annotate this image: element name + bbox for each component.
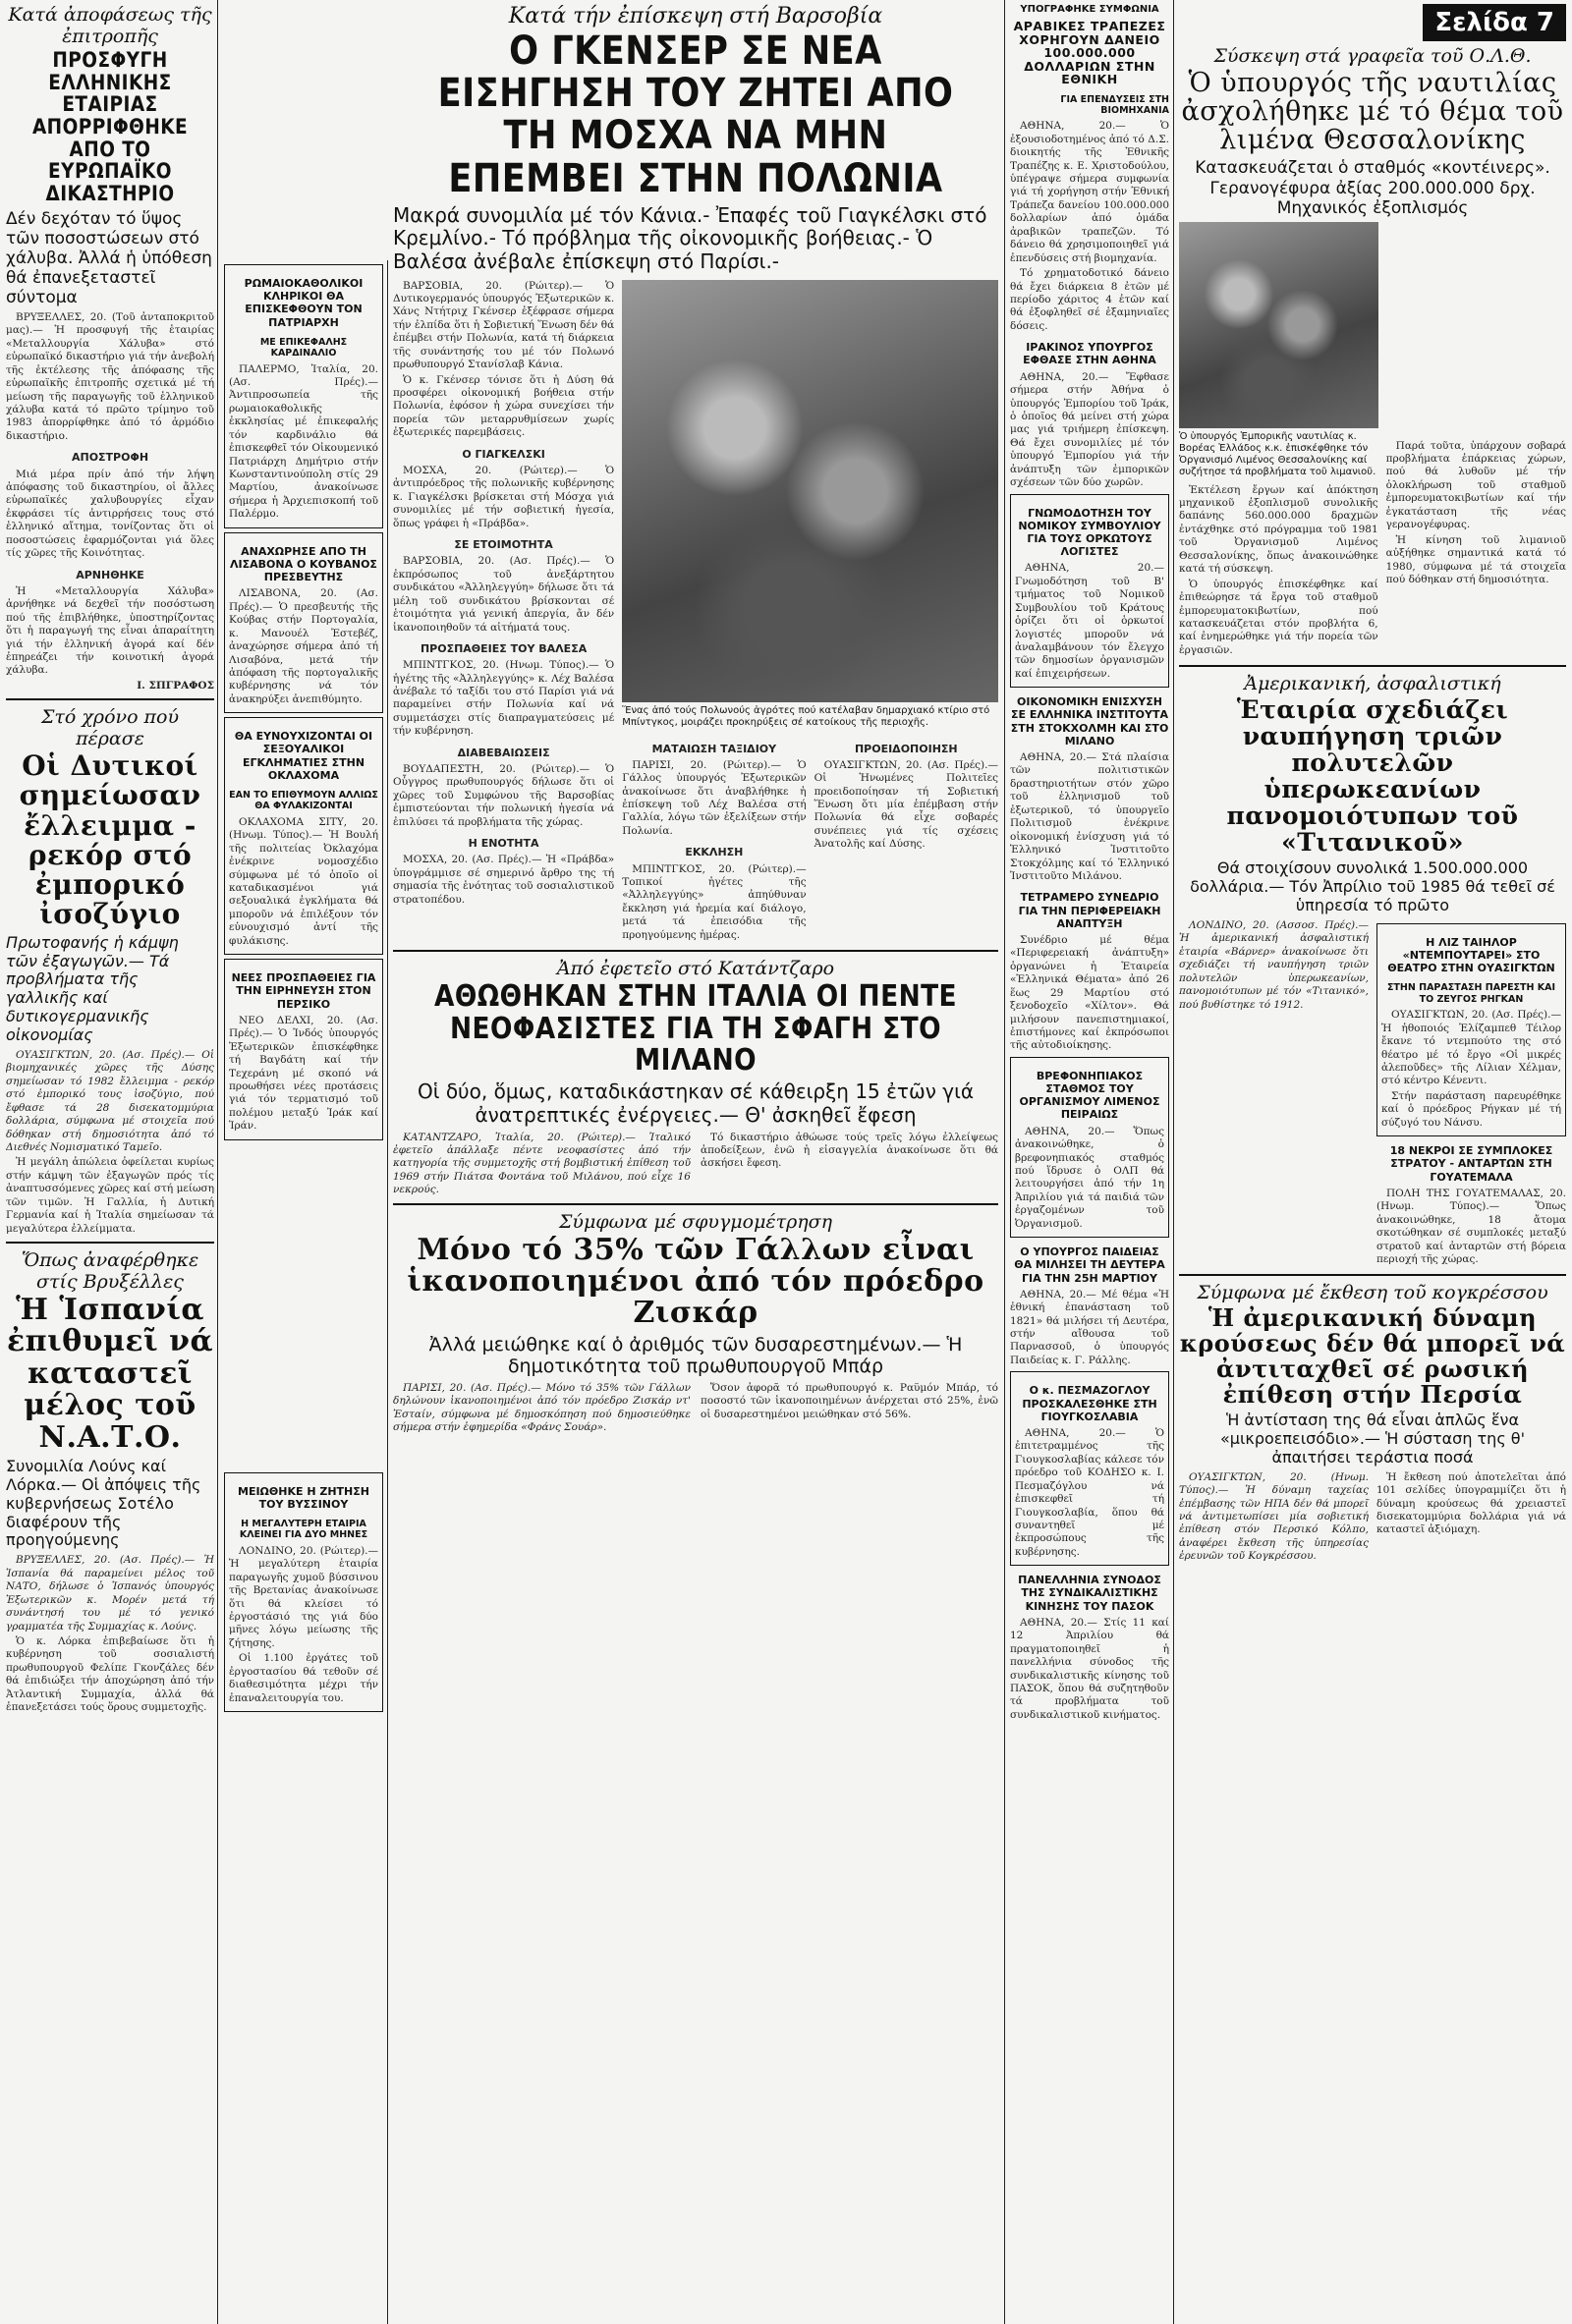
article-body [6,311,214,692]
subheading: Ο ΓΙΑΓΚΕΛΣΚΙ [462,447,545,461]
kicker: Σύσκεψη στά γραφεῖα τοῦ Ο.Λ.Θ. [1213,45,1532,67]
paragraph: ΚΑΤΑΝΤΖΑΡΟ, Ἰταλία, 20. (Ρώιτερ).— Ἰταλικό ἐφετεῖο ἀπάλλαξε πέντε νεοφασίστες ἀπό τήν κατηγορία τῆς συμμετοχῆς στή βομβιστική ἐπίθεση τοῦ 1969 στήν Πιάτσα Φοντάνα τοῦ Μιλάνου, πού εἶχε 16 νεκρούς. [393,1131,691,1196]
headline: Μόνο τό 35% τῶν Γάλλων εἶναι ἱκανοποιημένοι ἀπό τόν πρόεδρο Ζισκάρ [407,1232,984,1331]
paragraph: Τό δικαστήριο ἀθώωσε τούς τρεῖς λόγω ἐλλείψεως ἀποδείξεων, ἐνῶ ἡ εἰσαγγελία ἀνακοίνωσε ὅτι θά ἀσκήσει ἔφεση. [701,1131,998,1170]
article-body [393,1132,998,1197]
subheading: ΔΙΑΒΕΒΑΙΩΣΕΙΣ [457,746,550,759]
subheading: ΒΡΕΦΟΝΗΠΙΑΚΟΣ ΣΤΑΘΜΟΣ ΤΟΥ ΟΡΓΑΝΙΣΜΟΥ ΛΙΜΕΝΟΣ ΠΕΙΡΑΙΩΣ [1019,1069,1160,1122]
page-number: Σελίδα 7 [1423,4,1566,41]
deck: Ἡ ἀντίσταση της θά εἶναι ἁπλῶς ἕνα «μικροεπεισόδιο».— Ἡ σύσταση της θ' ἀπαιτήσει τεράστια ποσά [1220,1411,1525,1466]
paragraph: Ὁ κ. Γκένσερ τόνισε ὅτι ἡ Δύση θά προσφέρει οἰκονομική βοήθεια στήν Πολωνία, ἐφόσον ἡ χώρα συνεχίσει τήν πορεία τῶν μεταρρυθμίσεων χωρίς ἐξωτερικές παρεμβάσεις. [393,373,615,439]
article-body [1010,120,1169,333]
paragraph: Τό χρηματοδοτικό δάνειο θά ἔχει διάρκεια 8 ἐτῶν μέ περίοδο χάριτος 4 ἐτῶν καί θά ἐξοφληθεῖ σέ ἑξαμηνιαῖες δόσεις. [1010,267,1169,332]
deck: Μακρά συνομιλία μέ τόν Κάνια.- Ἐπαφές τοῦ Γιαγκέλσκι στό Κρεμλίνο.- Τό πρόβλημα τῆς οἰκονομικῆς βοήθειας.- Ὁ Βαλέσα ἀνέβαλε ἐπίσκεψη στό Παρίσι.- [393,202,987,273]
column-2 [224,260,383,2324]
paragraph: Ὁ ὑπουργός ἐπισκέφθηκε καί ἐπιθεώρησε τά ἔργα τοῦ σταθμοῦ ἐμπορευματοκιβωτίων, πού κατασκευάζεται στόν προβλήτα 6, καί ἐνημερώθηκε γιά τήν πορεία τῶν ἐργασιῶν. [1179,578,1378,656]
deck: Πρωτοφανής ἡ κάμψη τῶν ἐξαγωγῶν.— Τά προβλήματα τῆς γαλλικῆς καί δυτικογερμανικῆς οἰκονομίας [6,932,179,1045]
paragraph: ΑΘΗΝΑ, 20.— Ὅπως ἀνακοινώθηκε, ὁ βρεφονηπιακός σταθμός πού ἵδρυσε ὁ ΟΛΠ θά λειτουργήσει ἀπό τήν 1η Ἀπριλίου γιά τά παιδιά τῶν ἐργαζομένων τοῦ Ὀργανισμοῦ. [1015,1125,1164,1230]
paragraph: ΛΟΝΔΙΝΟ, 20. (Ρώιτερ).— Ἡ μεγαλύτερη ἑταιρία παραγωγῆς χυμοῦ βύσσινου τῆς Βρετανίας ἀνακοίνωσε ὅτι θά κλείσει τό ἐργοστάσιό της γιά δύο μῆνες λόγω μείωσης τῆς ζήτησης. [229,1544,378,1649]
news-box [224,264,383,528]
paragraph: ΑΘΗΝΑ, 20.— Στά πλαίσια τῶν πολιτιστικῶν δραστηριοτήτων στόν χῶρο τοῦ ἑλληνισμοῦ τοῦ ἐξωτερικοῦ, τό ὑπουργεῖο Πολιτισμοῦ ἐνέκρινε οἰκονομική ἐνίσχυση γιά τό Ἑλληνικό Ἰνστιτοῦτο Στοκχόλμης καί τό Ἑλληνικό Ἰνστιτοῦτο Μιλάνου. [1010,751,1169,882]
kicker: Σύμφωνα μέ ἔκθεση τοῦ κογκρέσσου [1197,1282,1548,1304]
news-photo [1179,222,1378,428]
subheading: ΣΤΗΝ ΠΑΡΑΣΤΑΣΗ ΠΑΡΕΣΤΗ ΚΑΙ ΤΟ ΖΕΥΓΟΣ ΡΗΓΚΑΝ [1386,982,1556,1005]
subheading: ΥΠΟΓΡΑΦΗΚΕ ΣΥΜΦΩΝΙΑ [1020,4,1159,15]
news-box [1010,494,1169,689]
kicker: Σύμφωνα μέ σφυγμομέτρηση [558,1210,833,1233]
paragraph: ΑΘΗΝΑ, 20.— Ἔφθασε σήμερα στήν Ἀθήνα ὁ ὑπουργός Ἐμπορίου τοῦ Ἰράκ, ὁ ὁποῖος θά μείνει στή χώρα μας γιά τριήμερη ἐπίσκεψη. Θά ἔχει συνομιλίες μέ τόν ὑπουργό Ἐμπορίου γιά τήν ἀνάπτυξη τῶν ἐμπορικῶν σχέσεων τῶν δύο χωρῶν. [1010,370,1169,489]
subheading: ΑΠΟΣΤΡΟΦΗ [71,451,149,465]
subheading: Η ΛΙΖ ΤΑΙΗΛΟΡ «ΝΤΕΜΠΟΥΤΑΡΕΙ» ΣΤΟ ΘΕΑΤΡΟ ΣΤΗΝ ΟΥΑΣΙΓΚΤΩΝ [1387,935,1555,975]
subheading: ΑΡΝΗΘΗΚΕ [76,568,144,581]
paragraph: ΟΚΛΑΧΟΜΑ ΣΙΤΥ, 20. (Ηνωμ. Τύπος).— Ἡ Βουλή τῆς πολιτείας Ὀκλαχόμα ἐνέκρινε νομοσχέδιο σύμφωνα μέ τό ὁποῖο οἱ καταδικασμένοι γιά σεξουαλικά ἐγκλήματα θά μποροῦν νά ἐπιλέξουν τόν εὐνουχισμό ἀντί τῆς φυλάκισης. [229,815,378,947]
paragraph: ΜΠΙΝΤΓΚΟΣ, 20. (Ρώιτερ).— Τοπικοί ἡγέτες τῆς «Ἀλληλεγγύης» ἀπηύθυναν ἔκκληση γιά ἠρεμία καί διάλογο, μετά τά ἐπεισόδια τῆς προηγούμενης ἡμέρας. [622,862,807,941]
subheading: ΓΝΩΜΟΔΟΤΗΣΗ ΤΟΥ ΝΟΜΙΚΟΥ ΣΥΜΒΟΥΛΙΟΥ ΓΙΑ ΤΟΥΣ ΟΡΚΩΤΟΥΣ ΛΟΓΙΣΤΕΣ [1018,506,1161,559]
column-1 [6,0,214,2324]
headline: Ἑταιρία σχεδιάζει ναυπήγηση τριῶν πολυτελῶν ὑπερωκεανίων πανομοιότυπων τοῦ «Τιτανικοῦ» [1226,695,1519,858]
deck: Δέν δεχόταν τό ὕψος τῶν ποσοστώσεων στό χάλυβα. Ἀλλά ἡ ὑπόθεση θά ἐπανεξεταστεῖ σύντομα [6,208,212,307]
article-body [6,1554,214,1714]
headline: Ἡ Ἱσπανία ἐπιθυμεῖ νά καταστεῖ μέλος τοῦ Ν.Α.Τ.Ο. [6,1293,214,1455]
subheading: Ο κ. ΠΕΣΜΑΖΟΓΛΟΥ ΠΡΟΣΚΑΛΕΣΘΗΚΕ ΣΤΗ ΓΙΟΥΓΚΟΣΛΑΒΙΑ [1022,1384,1157,1423]
paragraph: Μιά μέρα πρίν ἀπό τήν λήψη ἀπόφασης τοῦ δικαστηρίου, οἱ ἄλλες εὐρωπαϊκές χαλυβουργίες εἶχαν ἐκφράσει τίς ἀντιρρήσεις τους στό ἑλληνικό αἴτημα, τονίζοντας ὅτι οἱ ποσοστώσεις ἐφαρμόζονται γιά ὅλες τίς χῶρες τῆς Κοινότητας. [6,468,214,560]
paragraph: ΠΑΡΙΣΙ, 20. (Ασ. Πρές).— Μόνο τό 35% τῶν Γάλλων δηλώνουν ἱκανοποιημένοι ἀπό τόν πρόεδρο Ζισκάρ ντ' Ἐσταίν, σύμφωνα μέ δημοσκόπηση πού δημοσιεύθηκε σήμερα στήν ἐφημερίδα «Φράνς Σουάρ». [393,1381,691,1433]
paragraph: ΠΑΛΕΡΜΟ, Ἰταλία, 20. (Ασ. Πρές).— Ἀντιπροσωπεία τῆς ρωμαιοκαθολικῆς ἐκκλησίας μέ ἐπικεφαλής τόν καρδινάλιο θά ἐπισκεφθεῖ τόν Οἰκουμενικό Πατριάρχη Δημήτριο στήν Κωνσταντινούπολη στίς 29 Μαρτίου, ἀνακοίνωσε σήμερα ἡ Ἀρχιεπισκοπή τοῦ Παλέρμο. [229,362,378,521]
paragraph: ΜΟΣΧΑ, 20. (Ασ. Πρές).— Ἡ «Πράβδα» ὑπογράμμισε σέ σημερινό ἄρθρο της τή σημασία τῆς ἑνότητας τοῦ σοσιαλιστικοῦ στρατοπέδου. [393,854,615,906]
kicker: Ἀπό ἐφετεῖο στό Κατάντζαρο [556,958,835,980]
news-box [1010,1057,1169,1238]
subheading: ΜΕΙΩΘΗΚΕ Η ΖΗΤΗΣΗ ΤΟΥ ΒΥΣΣΙΝΟΥ [238,1484,369,1511]
paragraph: ΜΟΣΧΑ, 20. (Ρώιτερ).— Ὁ ἀντιπρόεδρος τῆς πολωνικῆς κυβέρνησης κ. Γιαγκέλσκι βρίσκεται στή Μόσχα γιά συνομιλίες μέ τήν σοβιετική ἡγεσία, ὅπως γράφει ἡ «Πράβδα». [393,464,615,529]
paragraph: Ἡ «Μεταλλουργία Χάλυβα» ἀρνήθηκε νά δεχθεῖ τήν ποσόστωση πού τῆς ἐπιβλήθηκε, ὑποστηρίζοντας ὅτι ἡ παραγωγή της εἶναι ἀπαραίτητη γιά τήν ἑλληνική ἀγορά καί δέν ἐπηρεάζει τήν κοινοτική ἀγορά χάλυβα. [6,584,214,677]
headline: Οἱ Δυτικοί σημείωσαν ἔλλειμμα - ρεκόρ στό ἐμπορικό ἰσοζύγιο [19,749,201,931]
paragraph: ΝΕΟ ΔΕΛΧΙ, 20. (Ασ. Πρές).— Ὁ Ἰνδός ὑπουργός Ἐξωτερικῶν ἐπισκέφθηκε τή Βαγδάτη καί τήν Τεχεράνη μέ σκοπό νά προωθήσει νέες προτάσεις γιά τόν τερματισμό τοῦ πολέμου μεταξύ Ἰράκ καί Ἰράν. [229,1014,378,1133]
subheading: ΤΕΤΡΑΜΕΡΟ ΣΥΝΕΔΡΙΟ ΓΙΑ ΤΗΝ ΠΕΡΙΦΕΡΕΙΑΚΗ ΑΝΑΠΤΥΞΗ [1018,891,1161,930]
news-box [1010,1371,1169,1566]
news-box [1376,923,1566,1136]
subheading: ΟΙΚΟΝΟΜΙΚΗ ΕΝΙΣΧΥΣΗ ΣΕ ΕΛΛΗΝΙΚΑ ΙΝΣΤΙΤΟΥΤΑ ΣΤΗ ΣΤΟΚΧΟΛΜΗ ΚΑΙ ΣΤΟ ΜΙΛΑΝΟ [1010,695,1169,747]
article-body [6,1049,214,1236]
subheading: ΜΕ ΕΠΙΚΕΦΑΛΗΣ ΚΑΡΔΙΝΑΛΙΟ [259,336,348,360]
paragraph: Συνέδριο μέ θέμα «Περιφερειακή ἀνάπτυξη» ὀργανώνει ἡ Ἑταιρεία «Ἑλληνικά Θέματα» ἀπό 26 ἕως 29 Μαρτίου στό ξενοδοχεῖο «Χίλτον». Θά μιλήσουν πανεπιστημιακοί, ἐπιστήμονες καί ἐκπρόσωποι τῆς αὐτοδιοίκησης. [1010,933,1169,1052]
paragraph: ΒΟΥΔΑΠΕΣΤΗ, 20. (Ρώιτερ).— Ὁ Οὗγγρος πρωθυπουργός δήλωσε ὅτι οἱ χῶρες τοῦ Συμφώνου τῆς Βαρσοβίας ἐμπιστεύονται τήν πολωνική ἡγεσία νά ἐπιλύσει τά προβλήματα τῆς χώρας. [393,762,615,828]
subheading: ΓΙΑ ΕΠΕΝΔΥΣΕΙΣ ΣΤΗ ΒΙΟΜΗΧΑΝΙΑ [1060,93,1169,116]
article-body [393,280,614,945]
headline: Ἡ ἀμερικανική δύναμη κρούσεως δέν θά μπορεῖ νά ἀντιταχθεῖ σέ ρωσική ἐπίθεση στήν Περσία [1179,1303,1566,1410]
subheading: ΕΑΝ ΤΟ ΕΠΙΘΥΜΟΥΝ ΑΛΛΙΩΣ ΘΑ ΦΥΛΑΚΙΖΟΝΤΑΙ [229,790,378,812]
paragraph: Ἡ ἔκθεση πού ἀποτελεῖται ἀπό 101 σελίδες ὑπογραμμίζει ὅτι ἡ δύναμη κρούσεως θά χρειαστεῖ δισεκατομμύρια δολλάρια γιά νά καταστεῖ ἀξιόμαχη. [1376,1470,1566,1536]
kicker: Κατά ἀποφάσεως τῆς ἐπιτροπῆς [8,4,212,47]
byline: Ι. ΣΠΓΡΑΦΟΣ [137,679,214,692]
subheading: ΠΡΟΣΠΑΘΕΙΕΣ ΤΟΥ ΒΑΛΕΣΑ [420,641,588,655]
deck: Κατασκευάζεται ὁ σταθμός «κοντέινερς». Γερανογέφυρα ἀξίας 200.000.000 δρχ. Μηχανικός ἐξοπλισμός [1195,158,1550,218]
subheading: ΙΡΑΚΙΝΟΣ ΥΠΟΥΡΓΟΣ ΕΦΘΑΣΕ ΣΤΗΝ ΑΘΗΝΑ [1023,341,1156,367]
photo-caption: Ἕνας ἀπό τούς Πολωνούς ἀγρότες πού κατέλαβαν δημαρχιακό κτίριο στό Μπίντγκος, μοιράζει προκηρύξεις σέ κατοίκους τῆς περιοχῆς. [622,704,990,728]
center-spread [393,0,998,2324]
paragraph: ΛΙΣΑΒΟΝΑ, 20. (Ασ. Πρές).— Ὁ πρεσβευτής τῆς Κούβας στήν Πορτογαλία, κ. Μανουέλ Ἐστεβέζ, ἀναχώρησε σήμερα ἀπό τή Λισαβόνα, μετά τήν ἀπόφαση τῆς πορτογαλικῆς κυβέρνησης νά τόν ἀνακηρύξει ἀνεπιθύμητο. [229,587,378,705]
subheading: ΠΡΟΕΙΔΟΠΟΙΗΣΗ [854,742,958,755]
paragraph: ΒΡΥΞΕΛΛΕΣ, 20. (Τοῦ ἀνταποκριτοῦ μας).— Ἡ προσφυγή τῆς ἑταιρίας «Μεταλλουργία Χάλυβα» στό εὐρωπαϊκό δικαστήριο γιά τήν ἀνεβολή τῆς ἐκτέλεσης τῆς ἀπόφασης τῆς εὐρωπαϊκῆς ἐπιτροπῆς σχετικά μέ τή μείωση τῆς παραγωγῆς τοῦ ἑλληνικοῦ χάλυβα κατά τό πρῶτο τρίμηνο τοῦ 1983 ἀπορρίφθηκε ἀπό τό ἀρμόδιο δικαστήριο. [6,310,214,442]
news-photo [622,280,998,702]
deck: Ἀλλά μειώθηκε καί ὁ ἀριθμός τῶν δυσαρεστημένων.— Ἡ δημοτικότητα τοῦ πρωθυπουργοῦ Μπάρ [428,1333,963,1378]
paragraph: ΑΘΗΝΑ, 20.— Ὁ ἐξουσιοδοτημένος ἀπό τό Δ.Σ. διοικητής τῆς Ἐθνικῆς Τραπέζης κ. Ε. Χριστοδούλου, ὑπέγραψε σήμερα συμφωνία γιά τή χορήγηση στήν Ἐθνική Τράπεζα δανείου 100.000.000 δολλαρίων ἀπό ὁμάδα ἀραβικῶν τραπεζῶν. Τό δάνειο θά χρησιμοποιηθεῖ γιά ἐπενδύσεις στή βιομηχανία. [1010,120,1169,264]
paragraph: ΠΑΡΙΣΙ, 20. (Ρώιτερ).— Ὁ Γάλλος ὑπουργός Ἐξωτερικῶν ἀνακοίνωσε ὅτι ἀναβλήθηκε ἡ ἐπίσκεψη τοῦ Λέχ Βαλέσα στή Γαλλία, λόγω τῶν ἐξελίξεων στήν Πολωνία. [622,758,807,837]
paragraph: ΑΘΗΝΑ, 20.— Ὁ ἐπιτετραμμένος τῆς Γιουγκοσλαβίας κάλεσε τόν πρόεδρο τοῦ ΚΟΔΗΣΟ κ. Ι. Πεσμαζόγλου νά ἐπισκεφθεῖ τή Γιουγκοσλαβία, ὅπου θά συναντηθεῖ μέ ἐκπροσώπους τῆς κυβέρνησης. [1015,1426,1164,1558]
paragraph: ΟΥΑΣΙΓΚΤΩΝ, 20. (Ηνωμ. Τύπος).— Ἡ δύναμη ταχείας ἐπέμβασης τῶν ΗΠΑ δέν θά μπορεῖ νά ἀντιμετωπίσει μία σοβιετική ἐπίθεση στόν Περσικό Κόλπο, ἀναφέρει ἔκθεση τῆς ὑπηρεσίας ἐρευνῶν τοῦ Κογκρέσσου. [1179,1470,1369,1563]
paragraph: ΟΥΑΣΙΓΚΤΩΝ, 20. (Ασ. Πρές).— Ἡ ἠθοποιός Ἐλίζαμπεθ Τέιλορ ἔκανε τό ντεμπούτο της στό θέατρο μέ τό ἔργο «Οἱ μικρές ἀλεποῦδες» τῆς Λίλιαν Χέλμαν, στό κέντρο Κένεντι. [1381,1009,1561,1087]
paragraph: ΛΟΝΔΙΝΟ, 20. (Ασσοσ. Πρές).— Ἡ ἀμερικανική ἀσφαλιστική ἑταιρία «Βάρνερ» ἀνακοίνωσε ὅτι σχεδιάζει τή ναυπήγηση τριῶν πολυτελῶν ὑπερωκεανίων, πανομοιότυπων μέ τόν «Τιτανικό», πού βυθίστηκε τό 1912. [1179,918,1369,1011]
paragraph: ΒΑΡΣΟΒΙΑ, 20. (Ασ. Πρές).— Ὁ ἐκπρόσωπος τοῦ ἀνεξάρτητου συνδικάτου «Ἀλληλεγγύη» δήλωσε ὅτι τά μέλη τοῦ συνδικάτου βρίσκονται σέ ἑτοιμότητα γιά γενική ἀπεργία, ἄν δέν ἱκανοποιηθοῦν τά αἰτήματά τους. [393,555,615,634]
subheading: Ο ΥΠΟΥΡΓΟΣ ΠΑΙΔΕΙΑΣ ΘΑ ΜΙΛΗΣΕΙ ΤΗ ΔΕΥΤΕΡΑ ΓΙΑ ΤΗΝ 25Η ΜΑΡΤΙΟΥ [1014,1245,1165,1285]
subheading: Η ΕΝΟΤΗΤΑ [468,837,539,851]
subheading: 18 ΝΕΚΡΟΙ ΣΕ ΣΥΜΠΛΟΚΕΣ ΣΤΡΑΤΟΥ - ΑΝΤΑΡΤΩΝ ΣΤΗ ΓΟΥΑΤΕΜΑΛΑ [1389,1144,1553,1184]
news-box [224,959,383,1140]
subheading: ΠΑΝΕΛΛΗΝΙΑ ΣΥΝΟΔΟΣ ΤΗΣ ΣΥΝΔΙΚΑΛΙΣΤΙΚΗΣ ΚΙΝΗΣΗΣ ΤΟΥ ΠΑΣΟΚ [1018,1574,1161,1613]
subheading: ΕΚΚΛΗΣΗ [685,846,744,859]
paragraph: Παρά τοῦτα, ὑπάρχουν σοβαρά προβλήματα ἐπάρκειας χώρων, πού θά λυθοῦν μέ τήν ὁλοκλήρωση τοῦ σταθμοῦ ἐμπορευματοκιβωτίων καί τήν ἐγκατάσταση τῆς νέας γερανογέφυρας. [1385,439,1566,531]
news-box [224,532,383,714]
paragraph: Ὅσον ἀφορᾶ τό πρωθυπουργό κ. Ραϋμόν Μπάρ, τό ποσοστό τῶν ἱκανοποιημένων ἀνέρχεται στό 25%, ἐνῶ οἱ δυσαρεστημένοι μειώθηκαν στό 56%. [701,1381,998,1420]
subheading: ΜΑΤΑΙΩΣΗ ΤΑΞΙΔΙΟΥ [651,742,777,755]
paragraph: Ἡ κίνηση τοῦ λιμανιοῦ αὐξήθηκε σημαντικά κατά τό 1980, σύμφωνα μέ τά στοιχεῖα πού δόθηκαν στή δημοσιότητα. [1385,533,1566,585]
kicker: Ὅπως ἀναφέρθηκε στίς Βρυξέλλες [21,1249,199,1294]
paragraph: Ἐκτέλεση ἔργων καί ἀπόκτηση μηχανικοῦ ἐξοπλισμοῦ συνολικῆς δαπάνης 560.000.000 δραχμῶν ἐντάχθηκε στό πρόγραμμα τοῦ 1981 τοῦ Ὀργανισμοῦ Λιμένος Θεσσαλονίκης, ὅπως ἀνακοινώθηκε κατά τή σύσκεψη. [1179,483,1378,576]
paragraph: ΒΑΡΣΟΒΙΑ, 20. (Ρώιτερ).— Ὁ Δυτικογερμανός ὑπουργός Ἐξωτερικῶν κ. Χάνς Ντήτριχ Γκένσερ ἐξέφρασε σήμερα τήν ἐλπίδα ὅτι ἡ Σοβιετική Ἕνωση δέν θά ἐπέμβει στήν Πολωνία, κατά τή διάρκεια τῆς συνάντησής του μέ τόν Πολωνό πρωθυπουργό Στανίσλαβ Κάνια. [393,279,615,371]
subheading: ΘΑ ΕΥΝΟΥΧΙΖΟΝΤΑΙ ΟΙ ΣΕΞΟΥΑΛΙΚΟΙ ΕΓΚΛΗΜΑΤΙΕΣ ΣΤΗΝ ΟΚΛΑΧΟΜΑ [234,730,373,782]
column-4 [1010,0,1169,2324]
article-body [1179,1471,1566,1564]
kicker: Ἀμερικανική, ἀσφαλιστική [1244,673,1501,695]
subheading: Η ΜΕΓΑΛΥΤΕΡΗ ΕΤΑΙΡΙΑ ΚΛΕΙΝΕΙ ΓΙΑ ΔΥΟ ΜΗΝΕΣ [239,1519,368,1541]
deck: Θά στοιχίσουν συνολικά 1.500.000.000 δολλάρια.— Τόν Ἀπρίλιο τοῦ 1985 θά τεθεῖ σέ ὑπηρεσία τό πρῶτο [1190,858,1555,915]
paragraph: ΜΠΙΝΤΓΚΟΣ, 20. (Ηνωμ. Τύπος).— Ὁ ἡγέτης τῆς «Ἀλληλεγγύης» κ. Λέχ Βαλέσα ἀνέβαλε τό ταξίδι του στό Παρίσι γιά νά παραμείνει στήν Πολωνία καί νά συμμετάσχει στίς διαπραγματεύσεις μέ τήν κυβέρνηση. [393,659,615,738]
subheading: ΑΝΑΧΩΡΗΣΕ ΑΠΟ ΤΗ ΛΙΣΑΒΟΝΑ Ο ΚΟΥΒΑΝΟΣ ΠΡΕΣΒΕΥΤΗΣ [230,544,377,584]
headline: ΑΘΩΘΗΚΑΝ ΣΤΗΝ ΙΤΑΛΙΑ ΟΙ ΠΕΝΤΕ ΝΕΟΦΑΣΙΣΤΕΣ ΓΙΑ ΤΗ ΣΦΑΓΗ ΣΤΟ ΜΙΛΑΝΟ [433,979,958,1078]
subheading: ΝΕΕΣ ΠΡΟΣΠΑΘΕΙΕΣ ΓΙΑ ΤΗΝ ΕΙΡΗΝΕΥΣΗ ΣΤΟΝ ΠΕΡΣΙΚΟ [231,971,376,1011]
paragraph: Ὁ κ. Λόρκα ἐπιβεβαίωσε ὅτι ἡ κυβέρνηση τοῦ σοσιαλιστή πρωθυπουργοῦ Φελίπε Γκονζάλες δέν θά ἐπιδιώξει τήν ἀποχώρηση ἀπό τήν Ἀτλαντική Συμμαχία, ἀλλά θά ἐπανεξετάσει τούς ὅρους συμμετοχῆς. [6,1634,214,1714]
kicker: Στό χρόνο πού πέρασε [40,706,180,750]
headline: Ο ΓΚΕΝΣΕΡ ΣΕ ΝΕΑ ΕΙΣΗΓΗΣΗ ΤΟΥ ΖΗΤΕΙ ΑΠΟ ΤΗ ΜΟΣΧΑ ΝΑ ΜΗΝ ΕΠΕΜΒΕΙ ΣΤΗΝ ΠΟΛΩΝΙΑ [437,28,954,201]
article-body [393,1382,998,1435]
news-box [224,1472,383,1712]
paragraph: ΟΥΑΣΙΓΚΤΩΝ, 20. (Ασ. Πρές).— Οἱ Ἡνωμένες Πολιτεῖες προειδοποίησαν τή Σοβιετική Ἕνωση ὅτι μία ἐπέμβαση στήν Πολωνία θά εἶχε σοβαρές συνέπειες γιά τίς σχέσεις Ἀνατολῆς καί Δύσης. [814,758,998,851]
headline: Ὁ ὑπουργός τῆς ναυτιλίας ἀσχολήθηκε μέ τό θέμα τοῦ λιμένα Θεσσαλονίκης [1181,68,1564,156]
subheading: ΣΕ ΕΤΟΙΜΟΤΗΤΑ [454,538,553,552]
paragraph: ΠΟΛΗ ΤΗΣ ΓΟΥΑΤΕΜΑΛΑΣ, 20. (Ηνωμ. Τύπος).— Ὅπως ἀνακοινώθηκε, 18 ἄτομα σκοτώθηκαν σέ συμπλοκές μεταξύ στρατοῦ καί ἀνταρτῶν στή βόρεια περιοχή τῆς χώρας. [1376,1187,1566,1265]
paragraph: ΑΘΗΝΑ, 20.— Μέ θέμα «Ἡ ἐθνική ἐπανάσταση τοῦ 1821» θά μιλήσει τή Δευτέρα, στήν αἴθουσα τοῦ Παρνασσοῦ, ὁ ὑπουργός Παιδείας κ. Γ. Ράλλης. [1010,1288,1169,1366]
headline: ΑΡΑΒΙΚΕΣ ΤΡΑΠΕΖΕΣ ΧΟΡΗΓΟΥΝ ΔΑΝΕΙΟ 100.000.000 ΔΟΛΛΑΡΙΩΝ ΣΤΗΝ ΕΘΝΙΚΗ [1013,19,1166,86]
paragraph: ΑΘΗΝΑ, 20.— Γνωμοδότηση τοῦ Β' τμήματος τοῦ Νομικοῦ Συμβουλίου τοῦ Κράτους ὁρίζει ὅτι οἱ ὁρκωτοί λογιστές μποροῦν νά ἀναλαμβάνουν τόν ἔλεγχο τῶν δημοσίων ὀργανισμῶν καί ἐπιχειρήσεων. [1015,562,1164,680]
deck: Συνομιλία Λούνς καί Λόρκα.— Οἱ ἀπόψεις τῆς κυβερνήσεως Σοτέλο διαφέρουν τῆς προηγούμενης [6,1456,201,1550]
paragraph: Ἡ μεγάλη ἀπώλεια ὀφείλεται κυρίως στήν κάμψη τῶν ἐξαγωγῶν πρός τίς ἀναπτυσσόμενες χῶρες καί στή μείωση τῶν τιμῶν. Ἡ Γαλλία, ἡ Δυτική Γερμανία καί ἡ Ἰταλία σημείωσαν τά μεγαλύτερα ἐλλείμματα. [6,1156,214,1235]
paragraph: Στήν παράσταση παρευρέθηκε καί ὁ πρόεδρος Ρήγκαν μέ τή σύζυγό του Νάνσυ. [1381,1089,1561,1129]
paragraph: Οἱ 1.100 ἐργάτες τοῦ ἐργοστασίου θά τεθοῦν σέ διαθεσιμότητα μέχρι τήν ἐπαναλειτουργία του. [229,1652,378,1704]
deck: Οἱ δύο, ὅμως, καταδικάστηκαν σέ κάθειρξη 15 ἐτῶν γιά ἀνατρεπτικές ἐνέργειες.— Θ' ἀσκηθεῖ ἔφεση [417,1079,975,1127]
paragraph: ΒΡΥΞΕΛΛΕΣ, 20. (Ασ. Πρές).— Ἡ Ἱσπανία θά παραμείνει μέλος τοῦ ΝΑΤΟ, δήλωσε ὁ Ἱσπανός ὑπουργός Ἐξωτερικῶν κ. Μορέν μετά τή συνάντησή του μέ τό γενικό γραμματέα τῆς Συμμαχίας κ. Λούνς. [6,1554,214,1632]
paragraph: ΑΘΗΝΑ, 20.— Στίς 11 καί 12 Ἀπριλίου θά πραγματοποιηθεῖ ἡ πανελλήνια σύνοδος τῆς συνδικαλιστικῆς κίνησης τοῦ ΠΑΣΟΚ, ὅπου θά συζητηθοῦν τά προβλήματα τοῦ συνδικαλιστικοῦ κινήματος. [1010,1616,1169,1721]
subheading: ΡΩΜΑΙΟΚΑΘΟΛΙΚΟΙ ΚΛΗΡΙΚΟΙ ΘΑ ΕΠΙΣΚΕΦΘΟΥΝ ΤΟΝ ΠΑΤΡΙΑΡΧΗ [244,277,364,329]
photo-caption: Ὁ ὑπουργός Ἐμπορικῆς ναυτιλίας κ. Βορέας Ἑλλάδος κ.κ. ἐπισκέφθηκε τόν Ὀργανισμό Λιμένος Θεσσαλονίκης καί συζήτησε τά προβλήματα τοῦ λιμανιοῦ. [1179,430,1376,477]
headline: ΠΡΟΣΦΥΓΗ ΕΛΛΗΝΙΚΗΣ ΕΤΑΙΡΙΑΣ ΑΠΟΡΡΙΦΘΗΚΕ ΑΠΟ ΤΟ ΕΥΡΩΠΑΪΚΟ ΔΙΚΑΣΤΗΡΙΟ [31,48,189,206]
kicker: Κατά τήν ἐπίσκεψη στή Βαρσοβία [508,4,883,28]
paragraph: ΟΥΑΣΙΓΚΤΩΝ, 20. (Ασ. Πρές).— Οἱ βιομηχανικές χῶρες τῆς Δύσης σημείωσαν τό 1982 ἔλλειμμα - ρεκόρ στό ἐμπορικό τους ἰσοζύγιο, πού ἔφθασε τά 28 δισεκατομμύρια δολλάρια, σύμφωνα μέ στοιχεῖα πού δόθηκαν στή δημοσιότητα ἀπό τό Διεθνές Νομισματικό Ταμεῖο. [6,1048,214,1153]
column-5 [1179,0,1566,2324]
news-box [224,717,383,955]
